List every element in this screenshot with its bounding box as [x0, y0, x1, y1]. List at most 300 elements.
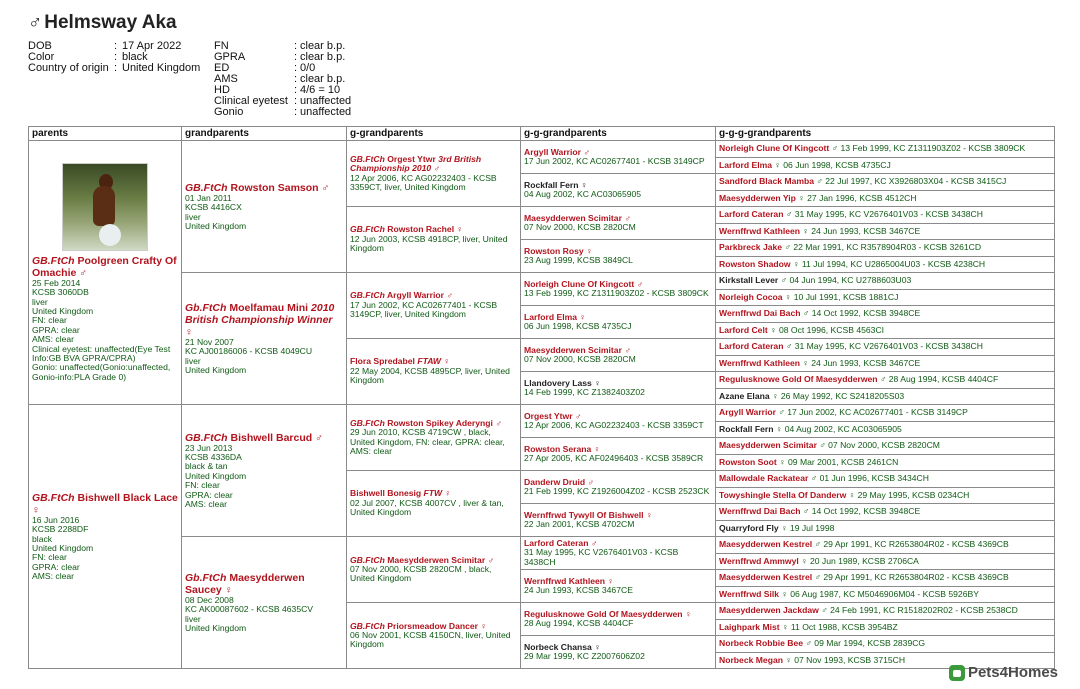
dog-detail: 06 Jun 1998, KCSB 4735CJ: [783, 159, 891, 170]
dog-link-name: Larford Cateran: [719, 341, 784, 352]
sex-icon: ♀: [775, 423, 783, 434]
ggg-grandparent-cell: [716, 438, 1055, 455]
dog-detail-line: Gonio: unaffected(Gonio:unaffected, Gonio-info:PLA Grade 0): [32, 362, 171, 382]
ggg-grandparent-cell: [716, 487, 1055, 504]
dog-detail-line: 08 Dec 2008: [185, 594, 234, 605]
dog-detail: 24 Feb 1991, KC R1518202R02 - KCSB 2538CD: [830, 605, 1018, 616]
column-header: g-g-g-grandparents: [716, 127, 1055, 141]
gg-grandparent-cell: [521, 339, 716, 372]
dog-detail: 07 Nov 2000, KCSB 2820CM: [524, 222, 636, 232]
info-row: [28, 63, 200, 74]
sex-icon: ♂: [315, 431, 323, 444]
dog-detail-line: AMS: clear: [32, 334, 75, 345]
dog-link-name: Kirkstall Lever: [719, 275, 779, 286]
sex-icon: ♂: [487, 554, 495, 565]
ggg-grandparent-cell: [716, 240, 1055, 257]
dog-detail: 06 Aug 1987, KC M5046906M04 - KCSB 5926BY: [790, 588, 979, 599]
ggg-grandparent-cell: [716, 619, 1055, 636]
info-value: clear b.p.: [300, 40, 346, 52]
dog-link[interactable]: [719, 176, 814, 186]
info-sep: :: [294, 40, 298, 52]
gg-grandparent-cell: [521, 240, 716, 273]
dog-detail: 17 Jun 2002, KC AC02677401 - KCSB 3149CP, liver, United Kingdom: [350, 299, 498, 320]
grandparent-cell: [182, 141, 347, 273]
dog-detail: 12 Apr 2006, KC AG02232403 - KCSB 3359CT, liver, United Kingdom: [350, 172, 497, 192]
dog-link[interactable]: [719, 160, 772, 170]
dog-link-name: Rowston Samson: [230, 181, 319, 194]
dog-detail: 27 Jan 1996, KCSB 4512CH: [807, 192, 917, 203]
dog-link[interactable]: [719, 325, 768, 335]
dog-link[interactable]: [719, 506, 801, 516]
dog-link[interactable]: [350, 356, 450, 366]
dog-detail-line: AMS: clear: [32, 571, 75, 582]
dog-detail-line: KCSB 3060DB: [32, 287, 89, 298]
sex-icon: ♀: [224, 583, 233, 596]
dog-link-name: Larford Cateran: [719, 209, 784, 220]
sex-icon: ♂: [785, 209, 793, 220]
column-header: grandparents: [182, 127, 347, 141]
g-grandparent-cell: [347, 207, 521, 273]
dog-link[interactable]: [719, 242, 782, 252]
info-value: 0/0: [300, 62, 316, 74]
ggg-grandparent-cell: [716, 520, 1055, 537]
g-grandparent-cell: [347, 339, 521, 405]
ggg-grandparent-cell: [716, 553, 1055, 570]
dog-detail: 04 Aug 2002, KC AC03065905: [784, 423, 902, 434]
dog-title-prefix: GB.FtCh: [350, 290, 385, 301]
dog-detail: 31 May 1995, KC V2676401V03 - KCSB 3438CH: [794, 341, 983, 352]
dog-link[interactable]: [32, 492, 178, 516]
info-row: [214, 107, 351, 118]
info-sep: :: [294, 51, 298, 63]
sex-icon: ♂: [785, 341, 793, 352]
dog-detail: 22 May 2004, KCSB 4895CP, liver, United Kingdom: [350, 365, 510, 386]
dog-link-name: Rowston Soot: [719, 456, 777, 467]
gg-grandparent-cell: [521, 603, 716, 636]
sex-icon: ♀: [774, 159, 781, 170]
dog-detail-line: liver: [185, 211, 201, 222]
dog-detail: 09 Mar 2001, KCSB 2461CN: [788, 456, 899, 467]
dog-link[interactable]: [719, 193, 796, 203]
dog-title-prefix: GB.FtCh: [350, 224, 385, 235]
ggg-grandparent-cell: [716, 306, 1055, 323]
dog-detail-line: KCSB 4336DA: [185, 451, 242, 462]
ggg-grandparent-cell: [716, 273, 1055, 290]
dog-link[interactable]: [350, 290, 453, 300]
dog-link-name: Llandovery Lass: [524, 377, 592, 388]
info-value: clear b.p.: [300, 51, 346, 63]
gg-grandparent-cell: [521, 504, 716, 537]
dog-detail-line: FN: clear: [185, 480, 220, 491]
dog-link-name: Bishwell Black Lace: [77, 491, 178, 504]
sex-icon: ♂: [321, 181, 330, 194]
parent-cell: [29, 405, 182, 669]
sex-icon: ♂: [831, 143, 839, 154]
dog-detail: 20 Jun 1989, KCSB 2706CA: [809, 555, 919, 566]
dog-detail: 07 Nov 2000, KCSB 2820CM: [828, 440, 940, 451]
gg-grandparent-cell: [521, 306, 716, 339]
dog-link[interactable]: [719, 523, 779, 533]
dog-detail-line: GPRA: clear: [32, 561, 80, 572]
sex-icon: ♀: [801, 555, 808, 566]
dog-link[interactable]: [719, 424, 773, 434]
ggg-grandparent-cell: [716, 405, 1055, 422]
dog-detail: 06 Nov 2001, KCSB 4150CN, liver, United Kingdom: [350, 630, 511, 650]
dog-detail: 31 May 1995, KC V2676401V03 - KCSB 3438CH: [794, 209, 983, 220]
dog-link[interactable]: [719, 440, 817, 450]
sex-icon: ♀: [779, 456, 786, 467]
sex-icon: ♂: [784, 242, 791, 253]
info-sep: :: [294, 106, 298, 118]
g-grandparent-cell: [347, 273, 521, 339]
dog-detail: 07 Nov 1993, KCSB 3715CH: [794, 654, 906, 665]
info-value: unaffected: [300, 95, 352, 107]
dog-detail: 01 Jun 1996, KCSB 3434CH: [819, 473, 929, 484]
pedigree-table: [28, 126, 1055, 669]
sex-icon: ♀: [793, 258, 800, 269]
dog-link-name: Orgest Ytwr: [387, 153, 436, 164]
dog-link-name: Sandford Black Mamba: [719, 176, 815, 187]
dog-detail: 06 Jun 1998, KCSB 4735CJ: [524, 321, 632, 331]
dog-detail-line: FN: clear: [32, 315, 67, 326]
sex-icon: ♀: [798, 192, 805, 203]
dog-link[interactable]: [719, 259, 791, 269]
dog-link[interactable]: [719, 605, 819, 615]
dog-link-name: Azane Elana: [719, 390, 770, 401]
sex-icon: ♀: [645, 509, 653, 520]
dog-link[interactable]: [719, 407, 776, 417]
sex-icon: ♂: [819, 440, 826, 451]
info-value: clear b.p.: [300, 73, 346, 85]
dog-link[interactable]: [719, 275, 778, 285]
sex-icon: ♂: [79, 266, 88, 279]
info-key: Clinical eyetest: [214, 95, 288, 107]
dog-link-name: Rockfall Fern: [719, 423, 774, 434]
g-grandparent-cell: [347, 603, 521, 669]
sex-icon: ♂: [814, 539, 821, 550]
gg-grandparent-cell: [521, 636, 716, 669]
dog-link-name: Argyll Warrior: [524, 146, 581, 157]
dog-detail: 14 Feb 1999, KC Z1382403Z02: [524, 387, 645, 397]
info-sep: :: [294, 73, 298, 85]
dog-title-prefix: GB.FtCh: [350, 554, 385, 565]
dog-link[interactable]: [719, 556, 799, 566]
sex-icon: ♀: [580, 179, 588, 190]
dog-link[interactable]: [719, 473, 808, 483]
dog-link-name: Priorsmeadow Dancer: [387, 620, 478, 631]
ggg-grandparent-cell: [716, 537, 1055, 554]
dog-title-prefix: Gb.FtCh: [185, 571, 227, 584]
dog-detail-line: 23 Jun 2013: [185, 442, 233, 453]
dog-link-name: Norleigh Cocoa: [719, 291, 783, 302]
dog-detail-line: United Kingdom: [185, 364, 247, 375]
sex-icon: ♂: [802, 506, 810, 517]
gg-grandparent-cell: [521, 438, 716, 471]
dog-detail-line: GPRA: clear: [32, 324, 80, 335]
dog-detail: 29 May 1995, KCSB 0234CH: [857, 489, 970, 500]
dog-link-name: Norleigh Clune Of Kingcott: [719, 143, 830, 154]
dog-link[interactable]: [719, 490, 846, 500]
dog-link[interactable]: [719, 655, 783, 665]
ggg-grandparent-cell: [716, 636, 1055, 653]
dog-name: Helmsway Aka: [44, 12, 177, 33]
dog-link-name: Rowston Rosy: [524, 245, 584, 256]
sex-icon: ♀: [586, 245, 593, 256]
dog-detail-line: Clinical eyetest: unaffected(Eye Test Info:GB BVA GPRA/CPRA): [32, 343, 171, 364]
male-icon: ♂: [28, 12, 43, 33]
sex-icon: ♂: [495, 417, 502, 428]
info-value: 17 Apr 2022: [122, 40, 182, 52]
dog-link-name: Rowston Shadow: [719, 258, 791, 269]
dog-link-name: Mallowdale Rackatear: [719, 473, 809, 484]
sex-icon: ♀: [456, 224, 463, 235]
dog-link-name: Laighpark Mist: [719, 621, 780, 632]
dog-detail: 10 Jul 1991, KCSB 1881CJ: [793, 291, 899, 302]
dog-detail: 13 Feb 1999, KC Z1311903Z02 - KCSB 3809CK: [524, 288, 709, 298]
info-value: 4/6 = 10: [300, 84, 341, 96]
dog-detail: 04 Jun 1994, KC U2788603U03: [789, 275, 912, 286]
ggg-grandparent-cell: [716, 157, 1055, 174]
dog-detail: 22 Jan 2001, KCSB 4702CM: [524, 519, 635, 529]
dog-detail-line: KCSB 4416CX: [185, 202, 242, 213]
pedigree-header-row: [29, 127, 1055, 141]
dog-detail-line: FN: clear: [32, 552, 67, 563]
dog-link-name: Maesydderwen Kestrel: [719, 572, 813, 583]
dog-link[interactable]: [719, 226, 800, 236]
pets4homes-logo: [949, 664, 1058, 681]
dog-detail: 22 Jul 1997, KC X3926803X04 - KCSB 3415CJ: [825, 176, 1007, 187]
dog-detail-line: 01 Jan 2011: [185, 192, 232, 203]
dog-link-name: Larford Elma: [524, 311, 578, 322]
sex-icon: ♂: [636, 278, 644, 289]
sex-icon: ♀: [782, 621, 789, 632]
g-grandparent-cell: [347, 471, 521, 537]
dog-detail: 14 Oct 1992, KCSB 3948CE: [811, 308, 921, 319]
dog-title-suffix: 3rd British Championship 2010: [350, 153, 482, 174]
dog-link-name: Regulusknowe Gold Of Maesydderwen: [719, 374, 878, 385]
sex-icon: ♂: [587, 476, 594, 487]
ggg-grandparent-cell: [716, 256, 1055, 273]
dog-link-name: Maesydderwen Scimitar: [524, 344, 622, 355]
info-key: ED: [214, 62, 230, 74]
ggg-grandparent-cell: [716, 454, 1055, 471]
sex-icon: ♀: [772, 390, 779, 401]
dog-link-name: Argyll Warrior: [386, 290, 444, 301]
dog-link[interactable]: [719, 292, 783, 302]
dog-link-name: Maesydderwen Kestrel: [719, 539, 813, 550]
dog-link[interactable]: [185, 572, 305, 596]
dog-link-name: Norbeck Robbie Bee: [719, 638, 804, 649]
ggg-grandparent-cell: [716, 289, 1055, 306]
dog-title-prefix: GB.FtCh: [185, 431, 228, 444]
sex-icon: ♂: [583, 146, 590, 157]
dog-title-prefix: GB.FtCh: [350, 417, 385, 428]
info-right: [214, 41, 351, 118]
sex-icon: ♂: [574, 410, 582, 421]
dog-detail-line: KC AJ00186006 - KCSB 4049CU: [185, 346, 313, 357]
ggg-grandparent-cell: [716, 174, 1055, 191]
sex-icon: ♂: [816, 176, 823, 187]
dog-link-name: Maesydderwen Scimitar: [387, 554, 486, 565]
dog-title-suffix: FTAW: [417, 356, 442, 367]
dog-link[interactable]: [719, 391, 770, 401]
dog-link-name: Moelfamau Mini: [229, 301, 309, 314]
sex-icon: ♂: [433, 163, 441, 174]
ggg-grandparent-cell: [716, 322, 1055, 339]
photo-body: [93, 186, 115, 226]
ggg-grandparent-cell: [716, 603, 1055, 620]
info-sep: :: [114, 40, 118, 52]
ggg-grandparent-cell: [716, 570, 1055, 587]
grandparent-cell: [182, 405, 347, 537]
dog-link[interactable]: [719, 457, 777, 467]
dog-detail: 27 Apr 2005, KC AF02496403 - KCSB 3589CR: [524, 453, 704, 463]
sex-icon: ♂: [879, 374, 887, 385]
dog-link-name: Wernffrwd Kathleen: [524, 575, 606, 586]
dog-link[interactable]: [719, 622, 780, 632]
info-key: AMS: [214, 73, 238, 85]
dog-title-prefix: GB.FtCh: [350, 153, 385, 164]
info-sep: :: [294, 62, 298, 74]
dog-link-name: Maesydderwen Scimitar: [719, 440, 817, 451]
dog-detail-line: United Kingdom: [185, 470, 247, 481]
gg-grandparent-cell: [521, 405, 716, 438]
dog-link[interactable]: [185, 432, 323, 444]
dog-link[interactable]: [719, 539, 812, 549]
dog-link-name: Quarryford Fly: [719, 522, 779, 533]
dog-link[interactable]: [350, 154, 481, 173]
sex-icon: ♀: [594, 641, 601, 652]
dog-link-name: Rowston Serana: [524, 443, 592, 454]
dog-detail: 11 Jul 1994, KC U2865004U03 - KCSB 4238CH: [801, 258, 986, 269]
dog-link[interactable]: [350, 555, 494, 565]
sex-icon: ♀: [781, 588, 788, 599]
dog-link[interactable]: [719, 374, 878, 384]
dog-link-name: Maesydderwen Yip: [719, 192, 796, 203]
dog-detail: 12 Jun 2003, KCSB 4918CP, liver, United Kingdom: [350, 233, 508, 254]
gg-grandparent-cell: [521, 273, 716, 306]
dog-link[interactable]: [185, 302, 334, 338]
dog-link[interactable]: [350, 488, 451, 498]
sex-icon: ♀: [802, 357, 809, 368]
gg-grandparent-cell: [521, 174, 716, 207]
dog-detail-line: liver: [185, 355, 201, 366]
dog-detail: 26 May 1992, KC S2418205S03: [780, 390, 905, 401]
dog-link-name: Danderw Druid: [524, 476, 586, 487]
dog-detail: 28 Aug 1994, KCSB 4404CF: [524, 618, 634, 629]
dog-link[interactable]: [185, 182, 329, 194]
dog-detail: 13 Feb 1999, KC Z1311903Z02 - KCSB 3809CK: [840, 143, 1026, 154]
dog-link[interactable]: [719, 308, 801, 318]
dog-link[interactable]: [719, 589, 779, 599]
dog-link-name: Wernffrwd Dai Bach: [719, 308, 801, 319]
dog-detail: 17 Jun 2002, KC AC02677401 - KCSB 3149CP: [524, 156, 705, 166]
dog-link-name: Regulusknowe Gold Of Maesydderwen: [524, 608, 683, 619]
dog-detail: 31 May 1995, KC V2676401V03 - KCSB 3438CH: [524, 547, 679, 567]
dog-detail: 22 Mar 1991, KC R3578904R03 - KCSB 3261CD: [793, 242, 982, 253]
parent-cell: [29, 141, 182, 405]
dog-detail: 29 Apr 1991, KC R2653804R02 - KCSB 4369CB: [823, 572, 1009, 583]
sex-icon: ♂: [805, 638, 812, 649]
g-grandparent-cell: [347, 405, 521, 471]
sex-icon: ♂: [624, 344, 631, 355]
ggg-grandparent-cell: [716, 207, 1055, 224]
ggg-grandparent-cell: [716, 190, 1055, 207]
dog-detail: 29 Apr 1991, KC R2653804R02 - KCSB 4369CB: [823, 539, 1009, 550]
grandparent-cell: [182, 273, 347, 405]
dog-detail-line: United Kingdom: [185, 623, 247, 634]
info-sep: :: [294, 84, 298, 96]
dog-link-name: Flora Spredabel: [350, 356, 415, 367]
dog-detail-line: United Kingdom: [32, 542, 94, 553]
dog-detail-line: 25 Feb 2014: [32, 277, 81, 288]
dog-link-name: Norbeck Chansa: [524, 641, 592, 652]
dog-photo: [62, 163, 148, 251]
dog-detail-line: United Kingdom: [32, 305, 94, 316]
dog-link[interactable]: [32, 255, 177, 279]
dog-link[interactable]: [719, 358, 800, 368]
dog-detail: 09 Mar 1994, KCSB 2839CG: [814, 638, 926, 649]
sex-icon: ♀: [785, 654, 792, 665]
sex-icon: ♂: [446, 290, 453, 301]
grandparent-cell: [182, 537, 347, 669]
ggg-grandparent-cell: [716, 339, 1055, 356]
info-key: Color: [28, 51, 55, 63]
info-row: [214, 52, 351, 63]
ggg-grandparent-cell: [716, 504, 1055, 521]
ggg-grandparent-cell: [716, 471, 1055, 488]
sex-icon: ♀: [579, 311, 586, 322]
dog-link-name: Larford Cateran: [524, 538, 589, 548]
column-header: g-grandparents: [347, 127, 521, 141]
dog-detail-line: black & tan: [185, 461, 228, 472]
sex-icon: ♂: [821, 605, 828, 616]
dog-link[interactable]: [719, 143, 829, 153]
info-key: FN: [214, 40, 229, 52]
dog-detail: 07 Nov 2000, KCSB 2820CM: [524, 354, 636, 364]
paw-icon: [949, 665, 965, 681]
pedigree-row: [29, 141, 1055, 158]
ggg-grandparent-cell: [716, 223, 1055, 240]
info-sep: :: [114, 51, 118, 63]
ggg-grandparent-cell: [716, 421, 1055, 438]
info-left: [28, 41, 200, 74]
dog-detail: 28 Aug 1994, KCSB 4404CF: [888, 374, 999, 385]
dog-link-name: Towyshingle Stella Of Danderw: [719, 489, 847, 500]
gg-grandparent-cell: [521, 372, 716, 405]
dog-detail-line: 16 Jun 2016: [32, 514, 80, 525]
dog-link-name: Wernffrwd Dai Bach: [719, 506, 801, 517]
dog-link[interactable]: [719, 341, 783, 351]
dog-title-prefix: Gb.FtCh: [185, 301, 227, 314]
dog-link[interactable]: [719, 572, 812, 582]
sex-icon: ♀: [784, 291, 792, 302]
dog-link[interactable]: [719, 209, 783, 219]
sex-icon: ♀: [480, 620, 487, 631]
info-value: unaffected: [300, 106, 352, 118]
dog-title-prefix: GB.FtCh: [350, 620, 385, 631]
dog-link[interactable]: [719, 638, 803, 648]
info-sep: :: [294, 95, 298, 107]
dog-detail-line: liver: [32, 296, 48, 307]
sex-icon: ♀: [443, 356, 450, 367]
dog-link-name: Norbeck Megan: [719, 654, 783, 665]
dog-detail-line: KCSB 2288DF: [32, 524, 89, 535]
dog-detail-line: AMS: clear: [185, 499, 228, 510]
sex-icon: ♂: [778, 407, 785, 418]
dog-link[interactable]: [350, 224, 463, 234]
dog-link-name: Maesydderwen Saucey: [185, 571, 305, 596]
